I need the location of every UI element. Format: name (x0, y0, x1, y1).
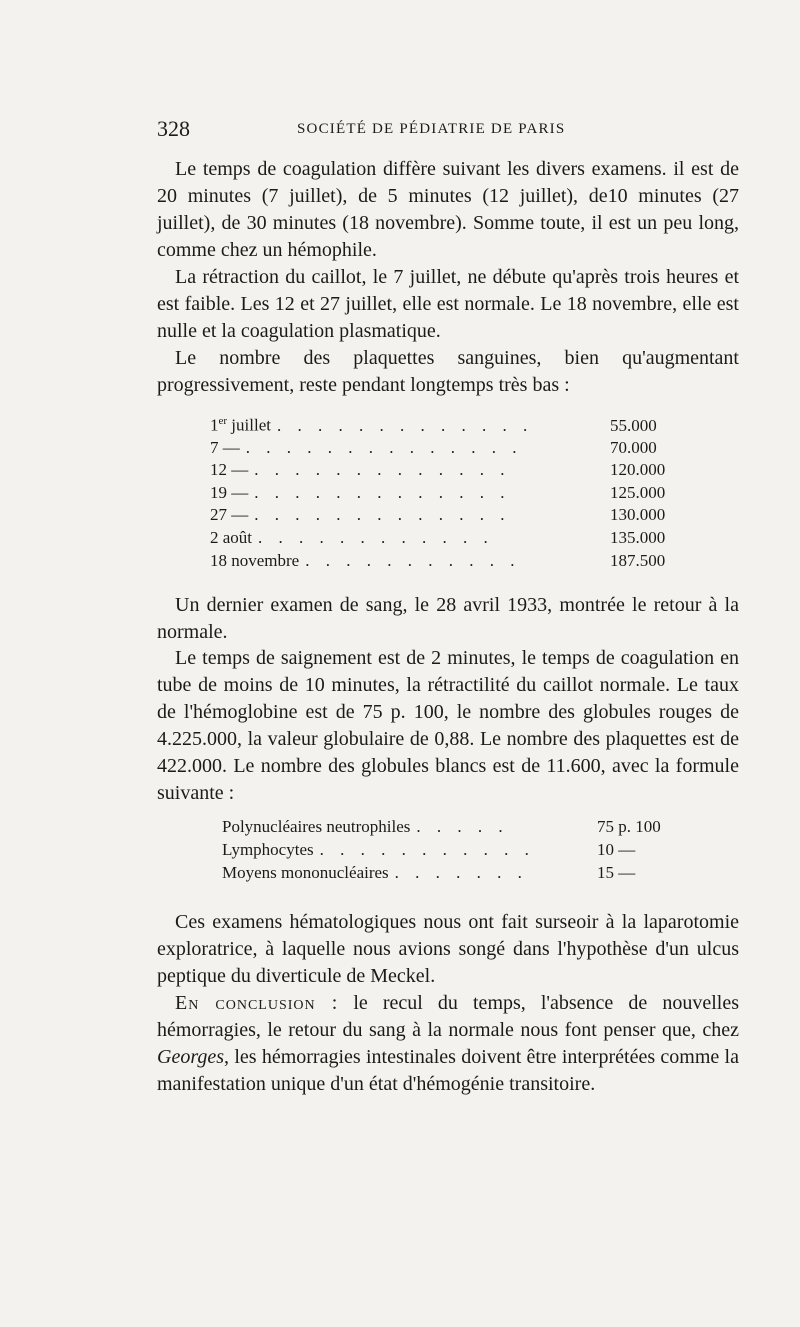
paragraph-retraction: La rétraction du caillot, le 7 juillet, ne débute qu'après trois heures et est faible. Les 12 et 27 juillet, elle est normale. Le 18 novembre, elle est nulle et la coagulation plasmatique. (157, 266, 739, 342)
table-row (210, 483, 680, 506)
paragraph-last-exam: Un dernier examen de sang, le 28 avril 1933, montrée le retour à la normale. (157, 594, 739, 643)
leukocyte-formula-table (222, 817, 677, 886)
table-row (222, 840, 677, 863)
leader-dots: . . . . . . . . . . . (319, 840, 535, 859)
leader-dots: . . . . . . . (394, 863, 528, 882)
platelet-value: 135.000 (610, 527, 666, 547)
platelet-value: 130.000 (610, 505, 666, 525)
percentage-value: 75 p. 100 (597, 817, 661, 836)
date-label: 27 — (210, 505, 249, 525)
table-row (210, 528, 680, 551)
leader-dots: . . . . . . . . . . . . . . (245, 437, 523, 457)
conclusion-lead: En conclusion : (175, 992, 339, 1014)
leader-dots: . . . . . . . . . . . (305, 550, 521, 570)
paragraph-platelets-intro: Le nombre des plaquettes sanguines, bien qu'augmentant progressivement, reste pendant longtemps très bas : (157, 347, 739, 396)
patient-name: Georges (157, 1046, 225, 1068)
percentage-value: 15 — (597, 863, 636, 882)
leader-dots: . . . . . (416, 817, 509, 836)
date-label: 19 — (210, 482, 249, 502)
paragraph-blood-values: Le temps de saignement est de 2 minutes, le temps de coagulation en tube de moins de 10 minutes, la rétractilité du caillot normale. Le taux de l'hémoglobine est de 75 p. 100, le nombre des globules rouges de 4.225.000, la valeur globulaire de 0,88. Le nombre des plaquettes est de 422.000. Le nombre des globules blancs est de 11.600, avec la formule suivante : (157, 647, 739, 804)
paragraph-laparotomy: Ces examens hématologiques nous ont fait surseoir à la laparotomie exploratrice, à laquelle nous avions songé dans l'hypothèse d'un ulcus peptique du diverticule de Meckel. (157, 911, 739, 987)
paragraph-coagulation: Le temps de coagulation diffère suivant les divers examens. il est de 20 minutes (7 juillet), de 5 minutes (12 juillet), de10 minutes (27 juillet), de 30 minutes (18 novembre). Somme toute, il est un peu long, comme chez un hémophile. (157, 158, 739, 261)
table-row (210, 415, 680, 438)
leader-dots: . . . . . . . . . . . . . (276, 415, 534, 435)
paragraph-conclusion: En conclusion : le recul du temps, l'absence de nouvelles hémorragies, le retour du sang à la normale nous font penser que, chez Georges, les hémorragies intestinales doivent être interprétées comme la manifestation unique d'un état d'hémogénie transitoire. (157, 992, 739, 1095)
date-label: 12 — (210, 460, 249, 480)
leader-dots: . . . . . . . . . . . . (258, 527, 494, 547)
platelet-value: 125.000 (610, 482, 666, 502)
table-row (210, 551, 680, 574)
running-title: SOCIÉTÉ DE PÉDIATRIE DE PARIS (297, 121, 566, 137)
leader-dots: . . . . . . . . . . . . . (254, 505, 511, 525)
page-number: 328 (157, 116, 190, 141)
table-row (222, 863, 677, 886)
cell-type-label: Polynucléaires neutrophiles (222, 817, 411, 836)
platelet-count-table (210, 415, 680, 573)
cell-type-label: Lymphocytes (222, 840, 314, 859)
date-label: 1er juillet (210, 415, 271, 435)
percentage-value: 10 — (597, 840, 636, 859)
platelet-value: 55.000 (610, 415, 657, 435)
page-header (157, 116, 737, 146)
platelet-value: 70.000 (610, 437, 657, 457)
date-label: 18 novembre (210, 550, 300, 570)
date-label: 7 — (210, 437, 240, 457)
leader-dots: . . . . . . . . . . . . . (254, 460, 511, 480)
table-row (222, 817, 677, 840)
table-row (210, 505, 680, 528)
table-row (210, 438, 680, 461)
platelet-value: 187.500 (610, 550, 666, 570)
platelet-value: 120.000 (610, 460, 666, 480)
table-row (210, 460, 680, 483)
cell-type-label: Moyens mononucléaires (222, 863, 389, 882)
leader-dots: . . . . . . . . . . . . . (254, 482, 511, 502)
date-label: 2 août (210, 527, 253, 547)
